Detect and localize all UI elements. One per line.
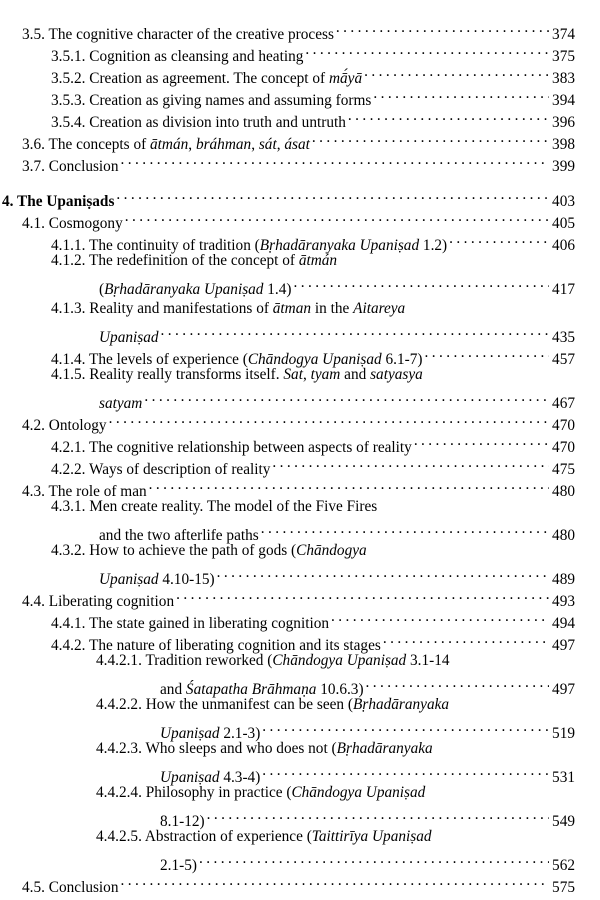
toc-entry (0, 39, 600, 65)
section-number: 4.1.2. (51, 252, 86, 269)
entry-title: 4.5. Conclusion (22, 879, 119, 896)
section-number: 4.1.3. (51, 300, 86, 317)
toc-entry (0, 250, 600, 272)
entry-title: 4.3.2. How to achieve the path of gods (Chāndogya (51, 542, 367, 559)
entry-title: 4.4.2.2. How the unmanifest can be seen (Bṛhadāranyaka (96, 696, 450, 713)
page-number: 398 (552, 136, 575, 153)
chapter-title: 4. The Upaniṣads (2, 193, 115, 210)
page-number: 374 (552, 26, 575, 43)
entry-title: and Śatapatha Brāhmaṇa 10.6.3) (160, 681, 364, 698)
entry-title: 8.1-12) (160, 813, 205, 830)
page-number: 480 (552, 527, 575, 544)
page-number: 497 (552, 637, 575, 654)
entry-title: 4.1.3. Reality and manifestations of ātman in the Aitareya (51, 300, 406, 317)
dot-leader (217, 562, 549, 584)
section-number: 4.4. (22, 593, 45, 610)
page-number: 467 (552, 395, 575, 412)
toc-entry (0, 628, 600, 654)
toc-entry-continuation (0, 760, 600, 786)
page-number: 406 (552, 237, 575, 254)
entry-title: 4.3. The role of man (22, 483, 147, 500)
entry-title: 4.1.4. The levels of experience (Chāndogya Upaniṣad 6.1-7) (51, 351, 423, 368)
dot-leader (149, 474, 549, 496)
page-number: 470 (552, 417, 575, 434)
page-number: 531 (552, 769, 575, 786)
entry-title: 4.1.2. The redefinition of the concept of ātmán (51, 252, 338, 269)
entry-title: 3.7. Conclusion (22, 158, 119, 175)
toc-entry (0, 298, 600, 320)
section-number: 4.4.2. (51, 637, 86, 654)
dot-leader (364, 61, 549, 83)
page-number: 575 (552, 879, 575, 896)
section-number: 3.5. (22, 26, 45, 43)
page-number: 519 (552, 725, 575, 742)
entry-title: 3.5.3. Creation as giving names and assuming forms (51, 92, 372, 109)
toc-entry-continuation (0, 386, 600, 412)
entry-title: 2.1-5) (160, 857, 197, 874)
page-number: 383 (552, 70, 575, 87)
toc-entry-continuation (0, 672, 600, 698)
toc-entry-continuation (0, 804, 600, 830)
dot-leader (161, 320, 550, 342)
entry-title: 4.4. Liberating cognition (22, 593, 175, 610)
toc-entry-continuation (0, 848, 600, 874)
section-number: 4.3.1. (51, 498, 86, 515)
entry-title: 4.4.2. The nature of liberating cognition and its stages (51, 637, 381, 654)
toc-entry (0, 606, 600, 632)
toc-entry (0, 540, 600, 562)
dot-leader (207, 804, 549, 826)
entry-title: satyam (99, 395, 143, 412)
toc-entry (0, 870, 600, 896)
entry-title: 4.2. Ontology (22, 417, 107, 434)
toc-entry-continuation (0, 562, 600, 588)
entry-title: 4.4.1. The state gained in liberating cognition (51, 615, 329, 632)
entry-title: 4.4.2.4. Philosophy in practice (Chāndogya Upaniṣad (96, 784, 426, 801)
dot-leader (120, 149, 549, 171)
entry-title: Upaniṣad 4.3-4) (160, 769, 261, 786)
section-number: 4.4.2.1. (96, 652, 142, 669)
page-number: 457 (552, 351, 575, 368)
toc-chapter-entry (0, 184, 600, 210)
entry-title: 4.4.2.1. Tradition reworked (Chāndogya Upaniṣad 3.1-14 (96, 652, 450, 669)
section-number: 4.1.1. (51, 237, 86, 254)
toc-entry (0, 826, 600, 848)
section-number: 4.1.4. (51, 351, 86, 368)
dot-leader (305, 39, 549, 61)
entry-title: Upaniṣad (99, 329, 159, 346)
entry-title: Upaniṣad 2.1-3) (160, 725, 261, 742)
section-number: 3.6. (22, 136, 45, 153)
entry-title: 4.4.2.5. Abstraction of experience (Taittirīya Upaniṣad (96, 828, 432, 845)
entry-title: and the two afterlife paths (99, 527, 259, 544)
section-number: 4.3.2. (51, 542, 86, 559)
toc-entry (0, 584, 600, 610)
dot-leader (261, 518, 549, 540)
section-number: 4.1.5. (51, 366, 86, 383)
page-number: 470 (552, 439, 575, 456)
dot-leader (331, 606, 549, 628)
dot-leader (312, 127, 549, 149)
dot-leader (120, 870, 549, 892)
dot-leader (336, 17, 549, 39)
page-number: 480 (552, 483, 575, 500)
entry-title: 3.5.4. Creation as division into truth and untruth (51, 114, 346, 131)
section-number: 4.4.2.5. (96, 828, 142, 845)
dot-leader (449, 228, 549, 250)
dot-leader (383, 628, 549, 650)
toc-entry (0, 149, 600, 175)
section-number: 3.5.1. (51, 48, 86, 65)
page-number: 562 (552, 857, 575, 874)
entry-title: 4.1.5. Reality really transforms itself. Sat, tyam and satyasya (51, 366, 423, 383)
section-number: 3.5.3. (51, 92, 86, 109)
toc-entry-continuation (0, 320, 600, 346)
dot-leader (199, 848, 549, 870)
dot-leader (272, 452, 549, 474)
entry-title: 4.3.1. Men create reality. The model of the Five Fires (51, 498, 378, 515)
page-number: 396 (552, 114, 575, 131)
entry-title: 4.1.1. The continuity of tradition (Bṛhadāranyaka Upaniṣad 1.2) (51, 237, 448, 254)
section-number: 3.7. (22, 158, 45, 175)
section-number: 4.2.1. (51, 439, 86, 456)
toc-entry (0, 206, 600, 232)
page-number: 494 (552, 615, 575, 632)
page-number: 417 (552, 281, 575, 298)
toc-entry (0, 342, 600, 368)
toc-entry (0, 650, 600, 672)
page-number: 405 (552, 215, 575, 232)
section-number: 4.5. (22, 879, 45, 896)
dot-leader (116, 184, 549, 206)
dot-leader (262, 716, 549, 738)
toc-entry-continuation (0, 272, 600, 298)
dot-leader (262, 760, 549, 782)
toc-entry (0, 61, 600, 87)
toc-entry (0, 452, 600, 478)
toc-entry (0, 738, 600, 760)
toc-entry (0, 408, 600, 434)
toc-entry (0, 105, 600, 131)
page-number: 403 (552, 193, 575, 210)
entry-title: 3.6. The concepts of ātmán, bráhman, sát, ásat (22, 136, 310, 153)
section-number: 4.1. (22, 215, 45, 232)
dot-leader (144, 386, 549, 408)
toc-entry (0, 127, 600, 153)
page-number: 394 (552, 92, 575, 109)
dot-leader (176, 584, 549, 606)
toc-entry (0, 694, 600, 716)
toc-entry (0, 364, 600, 386)
toc-entry (0, 474, 600, 500)
dot-leader (424, 342, 549, 364)
section-number: 4.4.1. (51, 615, 86, 632)
page-number: 399 (552, 158, 575, 175)
toc-entry (0, 782, 600, 804)
toc-entry (0, 496, 600, 518)
entry-title: 4.2.1. The cognitive relationship between aspects of reality (51, 439, 412, 456)
entry-title: 3.5.2. Creation as agreement. The concept of mā́yā (51, 70, 363, 87)
page-number: 475 (552, 461, 575, 478)
dot-leader (294, 272, 550, 294)
entry-title: 4.2.2. Ways of description of reality (51, 461, 271, 478)
page-number: 549 (552, 813, 575, 830)
section-number: 4.2. (22, 417, 45, 434)
section-number: 4.3. (22, 483, 45, 500)
entry-title: (Bṛhadāranyaka Upaniṣad 1.4) (99, 281, 292, 298)
section-number: 4.4.2.4. (96, 784, 142, 801)
entry-title: 4.1. Cosmogony (22, 215, 123, 232)
section-number: 4.2.2. (51, 461, 86, 478)
dot-leader (366, 672, 550, 694)
toc-entry (0, 430, 600, 456)
entry-title: Upaniṣad 4.10-15) (99, 571, 215, 588)
dot-leader (414, 430, 549, 452)
section-number: 3.5.4. (51, 114, 86, 131)
toc-entry (0, 228, 600, 254)
dot-leader (373, 83, 549, 105)
section-number: 3.5.2. (51, 70, 86, 87)
entry-title: 3.5. The cognitive character of the creative process (22, 26, 334, 43)
page-number: 493 (552, 593, 575, 610)
chapter-number: 4. (2, 193, 14, 210)
toc-entry-continuation (0, 716, 600, 742)
entry-title: 3.5.1. Cognition as cleansing and heating (51, 48, 304, 65)
page-number: 375 (552, 48, 575, 65)
page-number: 435 (552, 329, 575, 346)
dot-leader (125, 206, 549, 228)
entry-title: 4.4.2.3. Who sleeps and who does not (Bṛhadāranyaka (96, 740, 433, 757)
section-number: 4.4.2.2. (96, 696, 142, 713)
dot-leader (109, 408, 549, 430)
section-number: 4.4.2.3. (96, 740, 142, 757)
toc-entry (0, 17, 600, 43)
toc-entry-continuation (0, 518, 600, 544)
toc-entry (0, 83, 600, 109)
page-number: 489 (552, 571, 575, 588)
dot-leader (348, 105, 549, 127)
page-number: 497 (552, 681, 575, 698)
